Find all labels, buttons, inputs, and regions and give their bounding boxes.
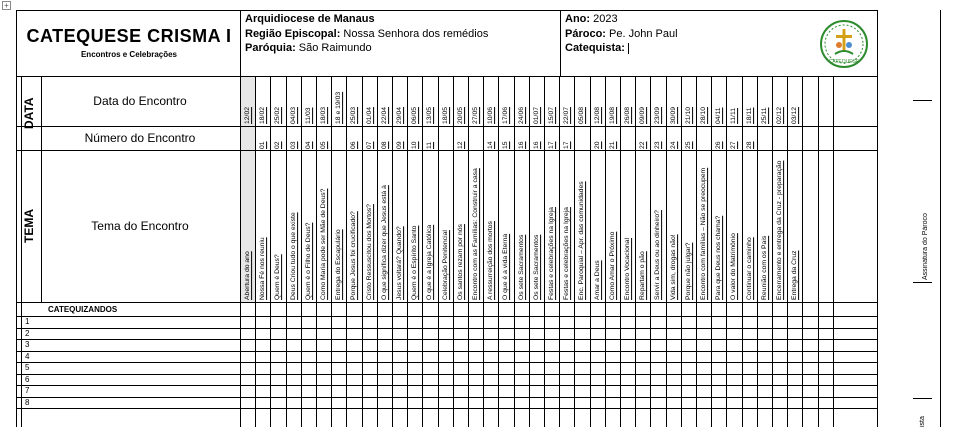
student-row-number: 1 — [25, 317, 30, 326]
encounter-theme: Para que Deus nos chama? — [715, 215, 723, 300]
student-row-number: 2 — [25, 328, 30, 338]
student-name-cell[interactable] — [42, 328, 240, 340]
encounter-date: 29/04 — [396, 106, 404, 124]
student-name-cell[interactable] — [42, 362, 240, 374]
student-row-number: 5 — [25, 363, 30, 372]
grid-line — [41, 76, 42, 302]
student-name-cell[interactable] — [42, 397, 240, 409]
encounter-number: 24 — [669, 141, 677, 149]
encounter-date: 04/11 — [715, 107, 723, 124]
student-name-cell[interactable] — [42, 374, 240, 386]
encounter-theme: Porque não julgar? — [684, 242, 692, 300]
encounter-number — [240, 127, 255, 149]
encounter-number — [438, 127, 453, 149]
parish-value: São Raimundo — [298, 42, 372, 54]
encounter-theme: O valor do Matrimônio — [730, 233, 738, 300]
encounter-theme: Enc. Paroquial – Apr. das comunidades — [578, 181, 586, 300]
student-name-cell[interactable] — [42, 385, 240, 397]
encounter-date: 25/03 — [350, 106, 358, 124]
region-value: Nossa Senhora dos remédios — [343, 27, 489, 40]
grid-line — [16, 385, 877, 386]
catechized-header: CATEQUIZANDOS — [48, 305, 118, 314]
student-name-cell[interactable] — [42, 316, 240, 328]
grid-line — [913, 282, 932, 283]
encounter-theme: Continuar o caminho — [745, 237, 753, 300]
encounter-theme: Reunião com os Pais — [760, 235, 768, 300]
encounter-theme: Jesus voltará? Quando? — [396, 226, 404, 300]
encounter-date — [802, 78, 817, 124]
encounter-theme: Deus Criou tudo o que existe — [289, 212, 297, 300]
encounter-theme: Cristo Ressuscitou dos Mortos? — [365, 204, 373, 300]
encounter-number: 25 — [684, 141, 692, 149]
encounter-date: 12/02 — [244, 106, 252, 124]
student-row-number: 3 — [25, 340, 30, 349]
encounter-date: 03/12 — [791, 106, 799, 124]
encounter-date: 12/08 — [593, 106, 601, 124]
catechist-label: Catequista: — [565, 42, 625, 54]
encounter-date: 06/05 — [411, 106, 419, 124]
year-value: 2023 — [593, 13, 618, 25]
student-row-number: 7 — [25, 386, 30, 395]
encounter-number: 08 — [380, 141, 388, 149]
encounter-theme: Encerramento e entrega da Cruz - preparação — [776, 160, 784, 300]
encounter-date: 05/08 — [578, 106, 586, 124]
encounter-date: 17/06 — [502, 106, 510, 124]
encounter-date: 01/07 — [532, 106, 540, 124]
document-title: CATEQUESE CRISMA I — [26, 26, 232, 46]
grid-line — [16, 316, 877, 317]
grid-line — [16, 302, 877, 303]
student-name-cell[interactable] — [42, 339, 240, 351]
section-label-data: DATA — [22, 97, 36, 129]
encounter-number: 10 — [411, 141, 419, 149]
encounter-theme: Encontro com as Famílias: Construir a casa — [472, 168, 480, 300]
encounter-theme: Encontro Vocacional — [624, 238, 632, 300]
encounter-theme: Porque Jesus foi crucificado? — [350, 211, 358, 300]
encounter-number: 05 — [320, 141, 328, 149]
grid-line — [16, 339, 877, 340]
grid-line — [240, 10, 241, 76]
encounter-number: 06 — [350, 141, 358, 149]
encounter-number: 23 — [654, 141, 662, 149]
encounter-theme: Entrega da Cruz — [791, 250, 799, 300]
encounter-number: 26 — [715, 141, 723, 149]
encounter-date: 23/09 — [654, 106, 662, 124]
student-name-cell[interactable] — [42, 351, 240, 363]
student-row-number: 4 — [25, 351, 30, 361]
encounter-date: 18/02 — [259, 106, 267, 124]
date-row-label: Data do Encontro — [93, 94, 187, 108]
encounter-date: 09/09 — [639, 106, 647, 124]
region-label: Região Episcopal: — [245, 27, 341, 40]
encounter-date: 21/10 — [684, 106, 692, 124]
encounter-number — [772, 127, 787, 149]
encounter-number: 17 — [548, 141, 556, 149]
grid-line — [16, 76, 877, 77]
encounter-theme: Os santos rezam por nós — [456, 224, 464, 300]
encounter-theme: Entrega do Escapulário — [335, 229, 343, 300]
encounter-date: 18 e 19/03 — [335, 91, 343, 124]
encounter-number — [787, 127, 802, 149]
encounter-number: 09 — [396, 141, 404, 149]
grid-line — [16, 408, 877, 409]
encounter-number: 01 — [259, 141, 267, 149]
encounter-theme: Amar a Deus — [593, 260, 601, 300]
encounter-theme — [818, 152, 833, 300]
encounter-number — [757, 127, 772, 149]
grid-line — [16, 397, 877, 398]
priest-signature-label: Assinatura do Pároco — [922, 213, 929, 280]
encounter-number: 20 — [593, 141, 601, 149]
encounter-date: 22/07 — [563, 106, 571, 124]
encounter-number: 21 — [608, 141, 616, 149]
grid-line — [16, 10, 17, 427]
encounter-number — [620, 127, 635, 149]
encounter-number — [696, 127, 711, 149]
student-row-number: 6 — [25, 374, 30, 384]
priest-label: Pároco: — [565, 27, 606, 40]
encounter-date: 02/12 — [776, 106, 784, 124]
encounter-number: 16 — [532, 141, 540, 149]
encounter-date: 30/09 — [669, 106, 677, 124]
encounter-theme: Festas e celebrações na Igreja — [548, 207, 556, 300]
parish-label: Paróquia: — [245, 42, 296, 54]
encounter-number: 16 — [517, 141, 525, 149]
encounter-date: 22/04 — [380, 106, 388, 124]
encounter-date: 27/05 — [472, 106, 480, 124]
document-subtitle: Encontros e Celebrações — [80, 50, 178, 59]
encounter-theme: O que é a vida Eterna — [502, 233, 510, 300]
encounter-date: 20/05 — [456, 106, 464, 124]
encounter-number — [802, 127, 817, 149]
section-label-tema: TEMA — [22, 209, 36, 243]
encounter-theme: Repartam o pão — [639, 251, 647, 300]
encounter-date: 19/08 — [608, 106, 616, 124]
grid-line — [940, 10, 941, 427]
encounter-number: 28 — [745, 141, 753, 149]
encounter-theme: Os sete Sacramentos — [517, 234, 525, 300]
number-row-label: Número do Encontro — [84, 131, 196, 145]
encounter-date: 15/07 — [548, 106, 556, 124]
grid-line — [16, 126, 877, 127]
encounter-date: 26/08 — [624, 106, 632, 124]
grid-line — [560, 10, 561, 76]
encounter-theme: Quem é o Filho de Deus? — [304, 222, 312, 300]
encounter-date: 18/11 — [745, 107, 753, 124]
encounter-theme: Abertura do ano — [244, 251, 252, 300]
grid-line — [16, 150, 877, 151]
encounter-number: 04 — [304, 141, 312, 149]
grid-line — [913, 398, 932, 399]
encounter-number: 14 — [487, 141, 495, 149]
encounter-date: 13/05 — [426, 106, 434, 124]
encounter-theme: Os sete Sacramentos — [532, 234, 540, 300]
encounter-date: 01/04 — [365, 106, 373, 124]
encounter-date: 04/03 — [289, 106, 297, 124]
encounter-theme: Vida sim, drogas não! — [669, 234, 677, 300]
catechist-signature-label: ista — [919, 416, 926, 427]
student-row-number: 8 — [25, 397, 30, 407]
encounter-date: 25/02 — [274, 106, 282, 124]
grid-line — [16, 328, 877, 329]
grid-line — [877, 10, 878, 427]
priest-value: Pe. John Paul — [609, 27, 678, 40]
encounter-number: 02 — [274, 141, 282, 149]
encounter-theme: Como Amar o Próximo — [608, 231, 616, 300]
encounter-number — [574, 127, 589, 149]
encounter-theme: Como Maria pode ser Mãe de Deus? — [320, 188, 328, 300]
encounter-number: 17 — [563, 141, 571, 149]
grid-line — [913, 100, 932, 101]
encounter-number: 27 — [730, 141, 738, 149]
encounter-number — [818, 127, 833, 149]
encounter-theme: Encontro com famílias – Não se preocupem — [700, 167, 708, 300]
parish-info — [245, 12, 488, 56]
encounter-theme: Quem é o Espírito Santo — [411, 225, 419, 300]
grid-line — [16, 10, 877, 11]
encounter-date: 24/06 — [517, 106, 525, 124]
encounter-date — [818, 78, 833, 124]
year-label: Ano: — [565, 13, 591, 25]
encounter-theme: O que significa dizer que Jesus está à — [380, 185, 388, 300]
encounter-date: 18/03 — [320, 106, 328, 124]
svg-text:CATEQUESE: CATEQUESE — [828, 59, 860, 65]
encounter-date: 10/06 — [487, 106, 495, 124]
catechist-field[interactable] — [628, 43, 649, 54]
encounter-date: 11/11 — [730, 108, 738, 124]
encounter-number: 07 — [365, 141, 373, 149]
grid-line — [16, 374, 877, 375]
catechesis-logo — [817, 18, 872, 70]
encounter-number — [331, 127, 346, 149]
grid-line — [16, 362, 877, 363]
encounter-date: 28/10 — [700, 106, 708, 124]
encounter-theme: Quem é Deus? — [274, 254, 282, 300]
encounter-theme — [802, 152, 817, 300]
encounter-theme: O que é a Igreja Católica — [426, 224, 434, 300]
grid-line — [16, 351, 877, 352]
encounter-number: 11 — [426, 141, 434, 149]
encounter-theme: Festas e celebrações na Igreja — [563, 207, 571, 300]
theme-row-label: Tema do Encontro — [91, 219, 189, 233]
archdiocese-name: Arquidiocese de Manaus — [245, 13, 375, 25]
encounter-theme: Celebração Penitencial — [441, 230, 449, 300]
encounter-theme: Servir a Deus ou ao dinheiro? — [654, 210, 662, 300]
encounter-number: 15 — [502, 141, 510, 149]
encounter-date: 18/05 — [441, 106, 449, 124]
encounter-number: 12 — [456, 141, 464, 149]
encounter-number: 03 — [289, 141, 297, 149]
encounter-number — [468, 127, 483, 149]
year-info — [565, 12, 678, 56]
encounter-date: 11/03 — [304, 107, 312, 124]
encounter-date: 25/11 — [760, 107, 768, 124]
encounter-theme: Nossa Fé nos reuniu — [259, 237, 267, 300]
encounter-theme: A ressurreição dos mortos — [487, 221, 495, 300]
table-move-handle-icon[interactable]: + — [2, 1, 11, 10]
encounter-number: 22 — [639, 141, 647, 149]
